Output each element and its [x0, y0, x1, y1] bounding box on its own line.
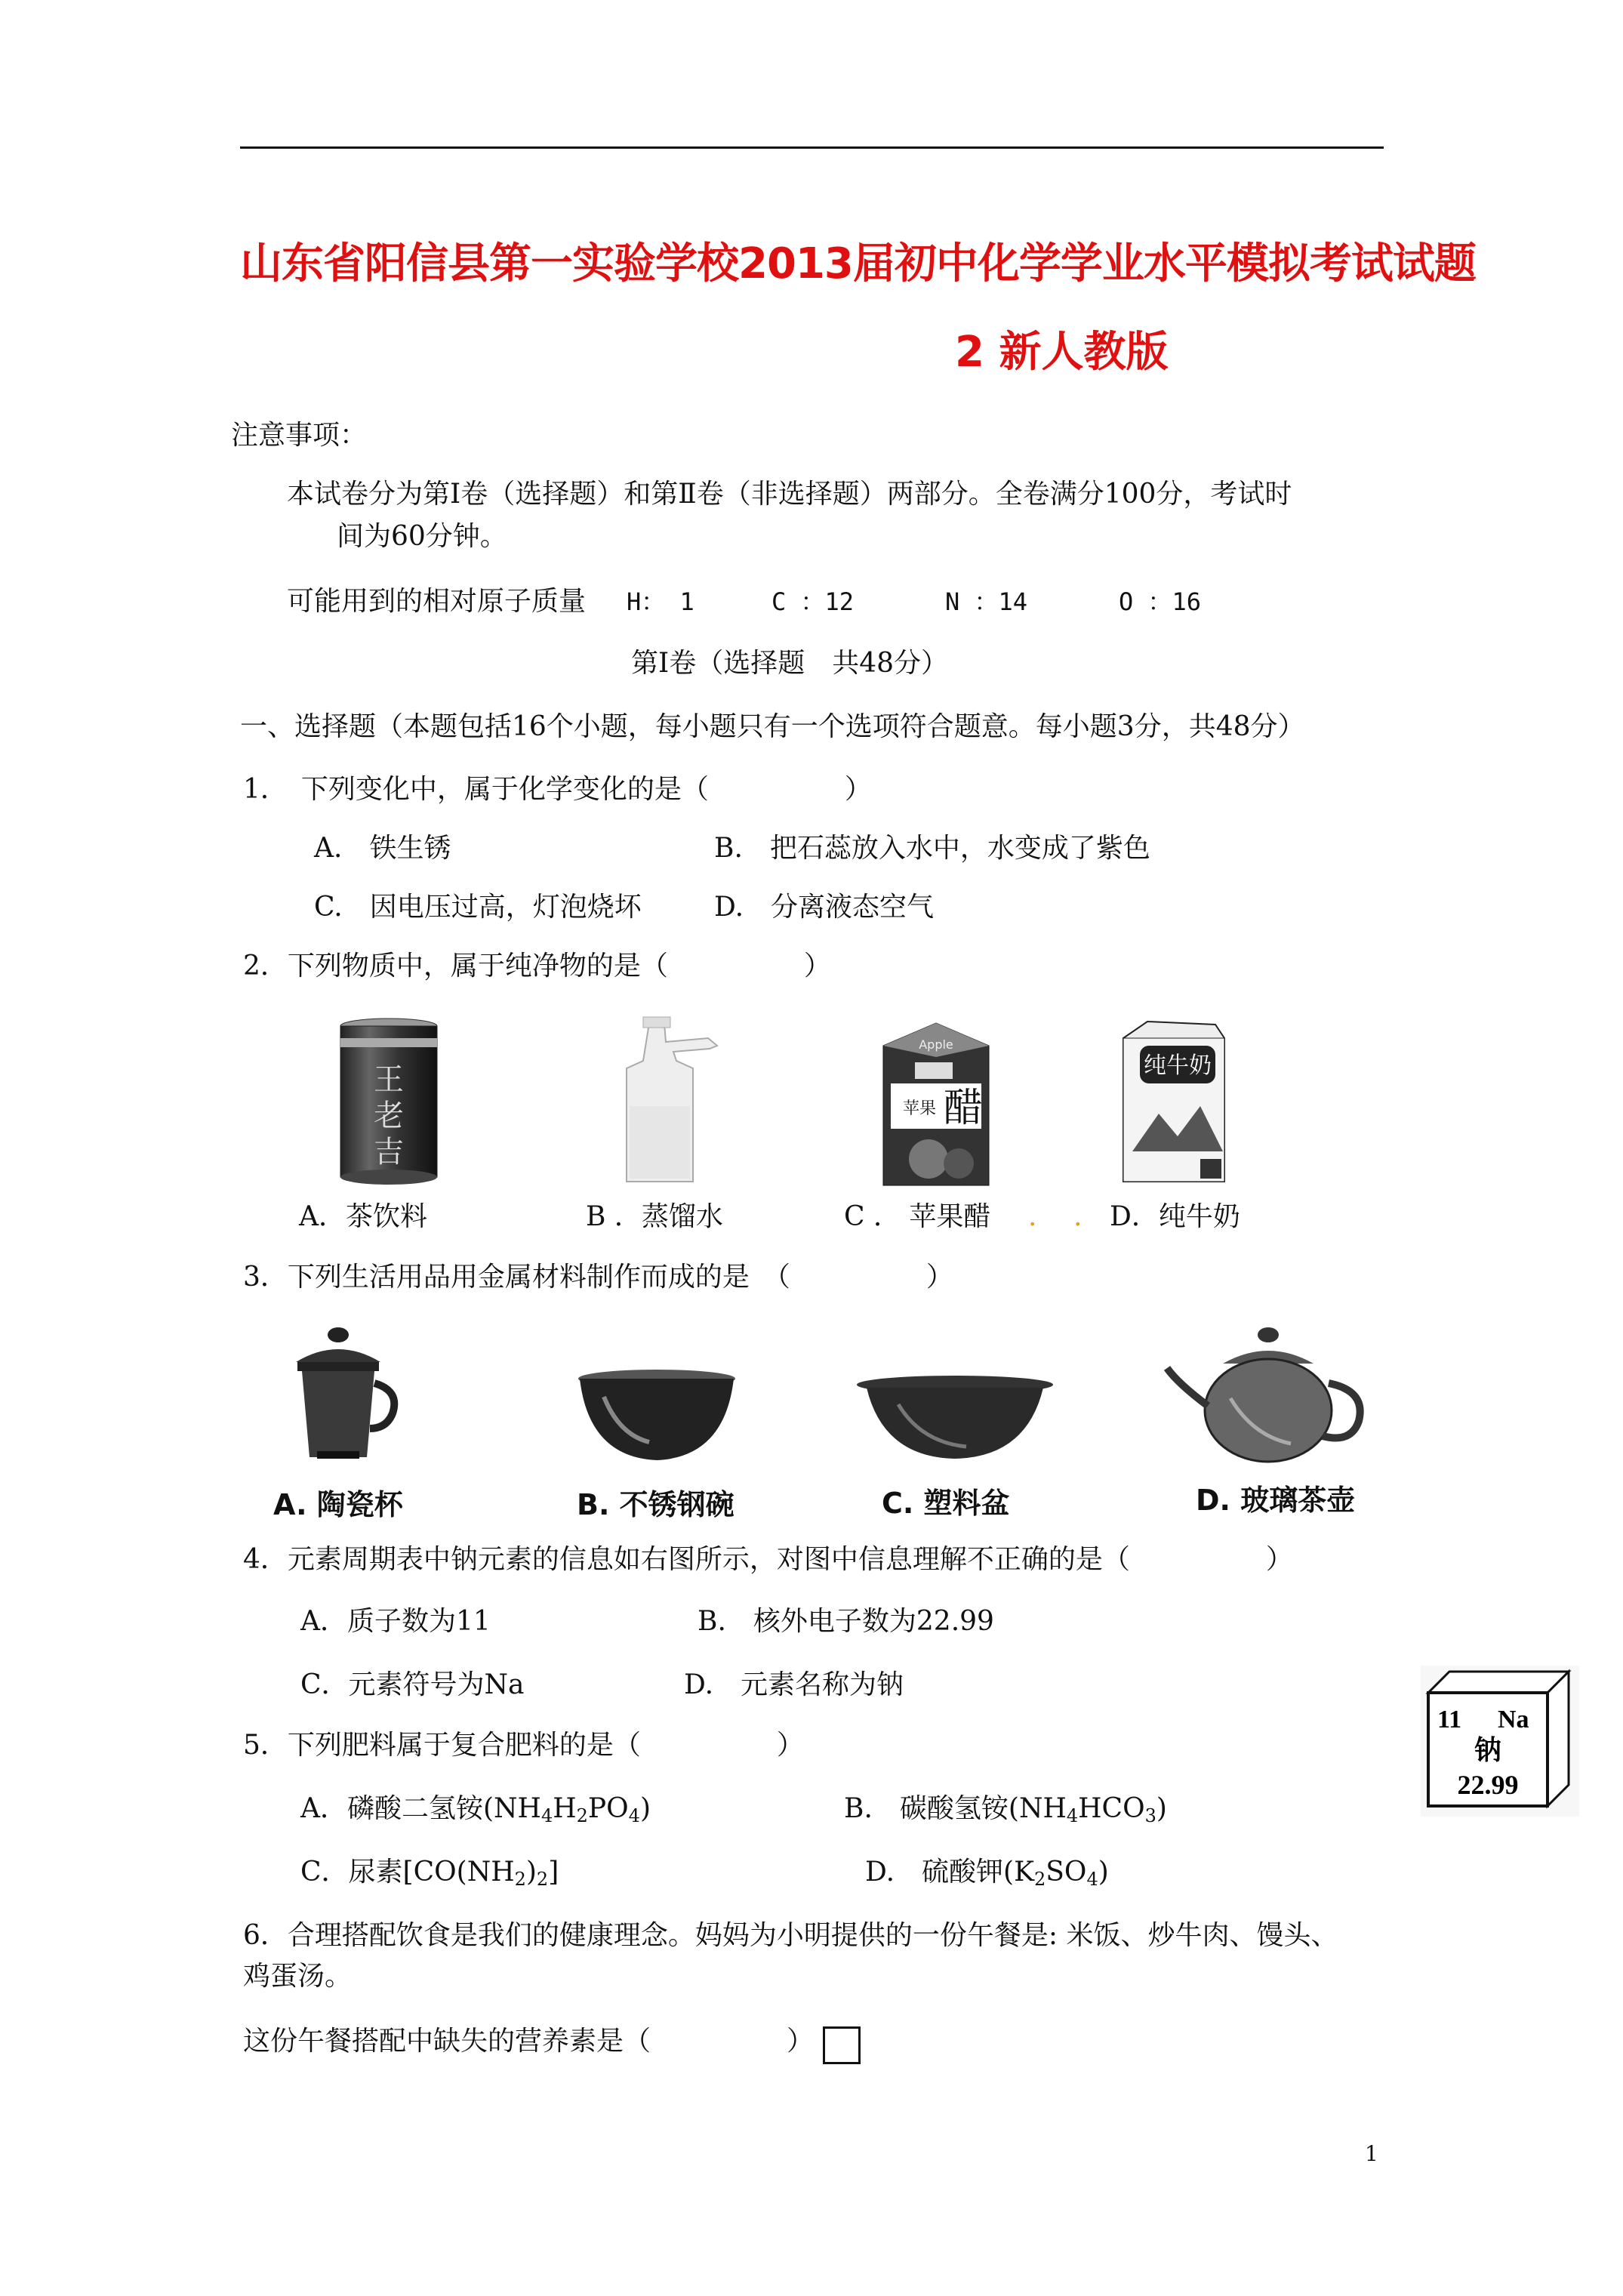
sodium-element-card	[1421, 1666, 1579, 1817]
q5-c-sub-2: 2	[536, 1869, 549, 1890]
q4-stem: 4．元素周期表中钠元素的信息如右图所示，对图中信息理解不正确的是（ ）	[243, 1544, 1293, 1575]
card-name: 钠	[1474, 1734, 1502, 1766]
plastic-basin-image	[853, 1374, 1057, 1465]
q5-a-post: )	[639, 1793, 651, 1824]
tea-can-image	[332, 1015, 445, 1189]
q5-option-c	[300, 1856, 559, 1896]
q1-option-d: D. 分离液态空气	[714, 892, 935, 923]
wash-bottle-image	[604, 1015, 725, 1189]
q6-line-2: 鸡蛋汤。	[243, 1961, 353, 1992]
steel-bowl-image	[574, 1367, 740, 1465]
q5-c-pre: C．尿素[CO(NH	[300, 1857, 515, 1888]
q5-a-mid-2: PO	[587, 1793, 629, 1824]
glass-teapot-image	[1163, 1323, 1374, 1466]
q5-a-mid: H	[553, 1793, 577, 1824]
q5-c-post: ]	[548, 1857, 559, 1888]
vinegar-label-text: 苹果	[903, 1099, 937, 1118]
q3-option-c: C. 塑料盆	[882, 1487, 1010, 1520]
notice-line-2: 间为60分钟。	[337, 521, 507, 552]
q2-option-d: D．纯牛奶	[1110, 1201, 1240, 1232]
page-number: 1	[1365, 2141, 1378, 2166]
q5-b-post: )	[1156, 1793, 1167, 1824]
tea-can-text-2: 老	[374, 1099, 404, 1133]
q5-option-d	[865, 1856, 1109, 1896]
exam-title: 山东省阳信县第一实验学校2013届初中化学学业水平模拟考试试题	[240, 239, 1476, 288]
tea-can-text-3: 吉	[374, 1135, 404, 1170]
q5-option-b	[844, 1792, 1167, 1832]
card-atomic-number: 11	[1437, 1706, 1462, 1734]
q2-stem: 2．下列物质中，属于纯净物的是（ ）	[243, 951, 831, 982]
q4-option-a: A．质子数为11	[300, 1606, 491, 1637]
q1-option-c: C. 因电压过高，灯泡烧坏	[314, 892, 642, 923]
q5-d-sub-2: 4	[1086, 1869, 1098, 1890]
q5-a-pre: A．磷酸二氢铵(NH	[300, 1793, 541, 1824]
card-symbol: Na	[1498, 1706, 1529, 1734]
q5-b-sub-1: 4	[1066, 1805, 1079, 1826]
q5-b-mid: HCO	[1078, 1793, 1145, 1824]
apple-vinegar-image	[876, 1015, 996, 1189]
milk-carton-image	[1117, 1015, 1230, 1189]
q5-d-mid: SO	[1046, 1857, 1087, 1888]
q3-stem: 3．下列生活用品用金属材料制作而成的是 （ ）	[243, 1262, 953, 1293]
tea-can-text-1: 王	[374, 1062, 404, 1097]
card-mass: 22.99	[1457, 1770, 1519, 1800]
q5-b-sub-2: 3	[1144, 1805, 1156, 1826]
milk-text: 纯牛奶	[1144, 1052, 1212, 1079]
q3-option-b: B. 不锈钢碗	[577, 1488, 735, 1521]
q5-b-pre: B. 碳酸氢铵(NH	[844, 1793, 1067, 1824]
q1-option-b: B. 把石蕊放入水中，水变成了紫色	[714, 833, 1150, 864]
exam-subtitle: 2 新人教版	[955, 328, 1169, 377]
atomic-mass-c: C ：12	[771, 587, 855, 616]
q5-option-a	[300, 1792, 651, 1832]
answer-box[interactable]	[823, 2026, 861, 2064]
q5-stem: 5．下列肥料属于复合肥料的是（ ）	[243, 1730, 804, 1761]
vinegar-text: 醋	[943, 1086, 984, 1131]
q4-option-c: C．元素符号为Na	[300, 1669, 525, 1700]
q5-a-sub-1: 4	[540, 1805, 553, 1826]
notice-heading: 注意事项：	[231, 420, 368, 451]
q6-line-3: 这份午餐搭配中缺失的营养素是（ ）	[243, 2026, 815, 2057]
ceramic-cup-image	[287, 1323, 400, 1466]
q2-option-b: B ．蒸馏水	[586, 1201, 723, 1232]
q4-option-d: D. 元素名称为钠	[684, 1669, 904, 1700]
q5-c-sub-1: 2	[514, 1869, 526, 1890]
atomic-mass-h: H： 1	[627, 587, 694, 616]
atomic-mass-n: N ：14	[945, 587, 1028, 616]
q5-a-sub-2: 2	[576, 1805, 588, 1826]
section-1-intro: 一、选择题（本题包括16个小题，每小题只有一个选项符合题意。每小题3分，共48分）	[240, 711, 1305, 742]
notice-line-1: 本试卷分为第Ⅰ卷（选择题）和第Ⅱ卷（非选择题）两部分。全卷满分100分，考试时	[287, 479, 1292, 510]
header-rule	[240, 146, 1384, 149]
atomic-mass-label: 可能用到的相对原子质量	[287, 586, 587, 617]
q3-option-d: D. 玻璃茶壶	[1196, 1484, 1356, 1517]
q1-option-a: A. 铁生锈	[314, 833, 451, 864]
q5-a-sub-3: 4	[628, 1805, 640, 1826]
q3-option-a: A. 陶瓷杯	[273, 1488, 403, 1521]
q6-line-1: 6．合理搭配饮食是我们的健康理念。妈妈为小明提供的一份午餐是: 米饭、炒牛肉、馒头、	[243, 1920, 1338, 1951]
q5-d-pre: D. 硫酸钾(K	[865, 1857, 1034, 1888]
atomic-mass-o: O ：16	[1119, 587, 1202, 616]
q1-stem: 1． 下列变化中，属于化学变化的是（ ）	[243, 774, 872, 805]
q2-option-a: A．茶饮料	[299, 1201, 427, 1232]
q5-c-mid: )	[525, 1857, 537, 1888]
stray-dot-1: .	[1028, 1201, 1037, 1232]
q2-option-c: C ． 苹果醋	[844, 1201, 991, 1232]
stray-dot-2: .	[1073, 1201, 1083, 1232]
q4-option-b: B. 核外电子数为22.99	[698, 1606, 994, 1637]
section-1-heading: 第Ⅰ卷（选择题 共48分）	[631, 648, 949, 679]
vinegar-brand-text: Apple	[919, 1037, 953, 1052]
q5-d-sub-1: 2	[1033, 1869, 1046, 1890]
q5-d-post: )	[1098, 1857, 1109, 1888]
